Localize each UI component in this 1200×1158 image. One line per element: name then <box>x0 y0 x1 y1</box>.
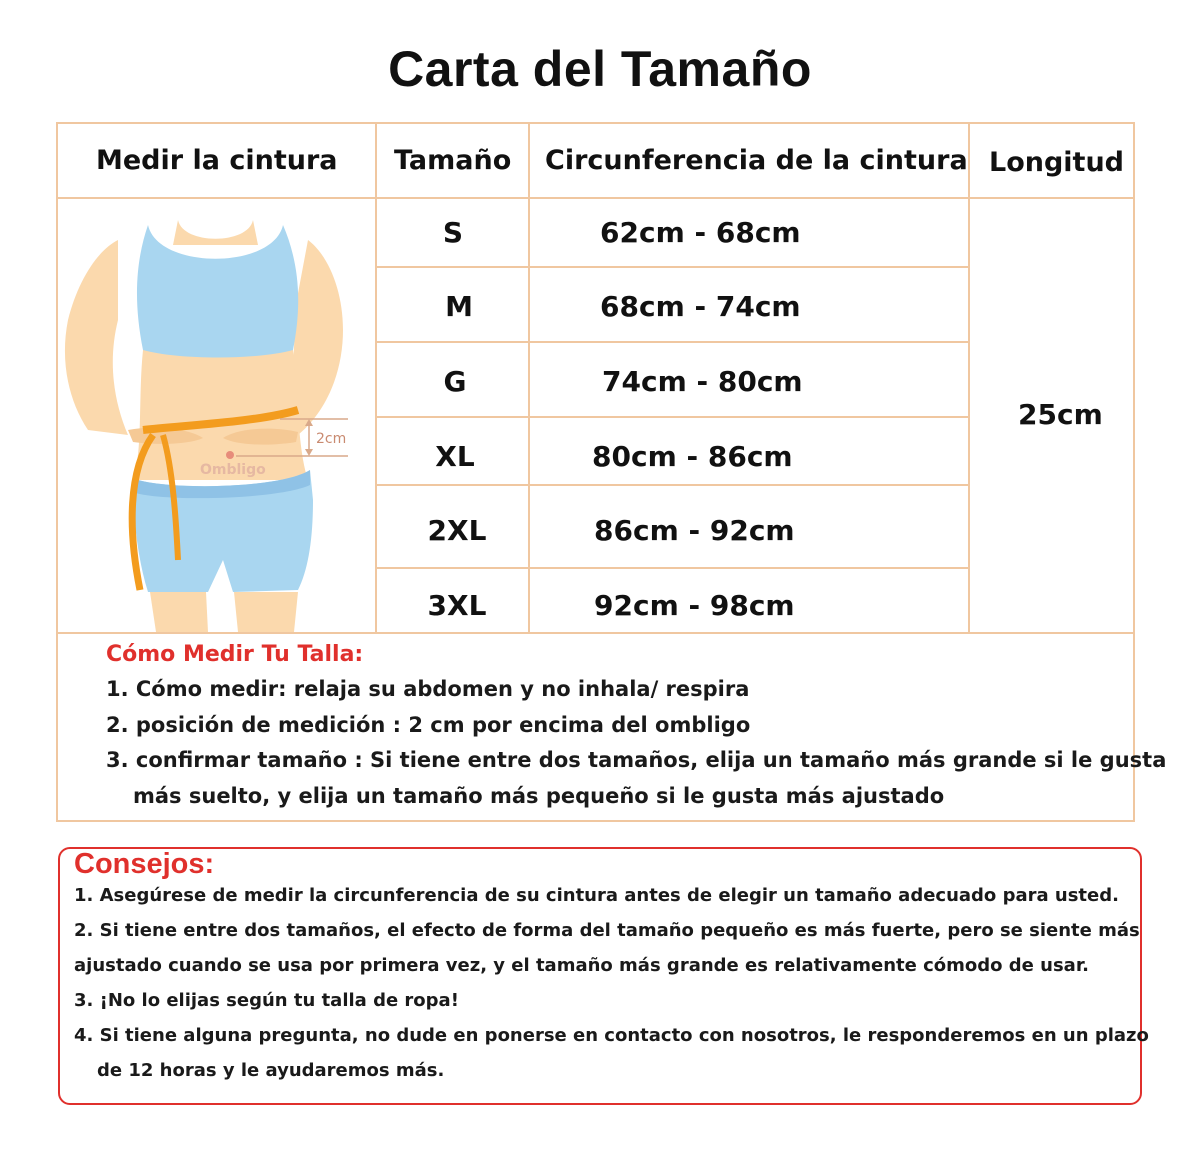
header-circumference: Circunferencia de la cintura <box>545 145 968 176</box>
table-divider <box>375 416 970 418</box>
table-row-size: XL <box>435 440 475 473</box>
table-divider <box>56 632 1135 634</box>
how-to-line: 3. confirmar tamaño : Si tiene entre dos tamaños, elija un tamaño más grande si le gusta <box>106 748 1167 772</box>
tip-line: 3. ¡No lo elijas según tu talla de ropa! <box>74 990 459 1011</box>
table-row-size: M <box>445 290 473 323</box>
table-row-size: 3XL <box>427 589 487 622</box>
waist-measure-illustration <box>58 200 376 632</box>
how-to-line: 1. Cómo medir: relaja su abdomen y no inhala/ respira <box>106 677 750 701</box>
page-title: Carta del Tamaño <box>388 41 812 97</box>
tips-title: Consejos: <box>74 848 215 880</box>
table-row-size: 2XL <box>427 514 487 547</box>
how-to-title: Cómo Medir Tu Talla: <box>106 642 364 667</box>
how-to-line: 2. posición de medición : 2 cm por encima del ombligo <box>106 713 751 737</box>
length-value: 25cm <box>1018 398 1103 431</box>
header-measure: Medir la cintura <box>96 145 338 176</box>
table-row-circumference: 92cm - 98cm <box>594 589 795 622</box>
header-length: Longitud <box>989 147 1125 178</box>
table-row-circumference: 68cm - 74cm <box>600 290 801 323</box>
tip-line: 1. Asegúrese de medir la circunferencia de su cintura antes de elegir un tamaño adecuado para usted. <box>74 885 1119 906</box>
table-row-circumference: 86cm - 92cm <box>594 514 795 547</box>
how-to-line: más suelto, y elija un tamaño más pequeño si le gusta más ajustado <box>133 784 945 808</box>
tip-line: ajustado cuando se usa por primera vez, y el tamaño más grande es relativamente cómodo de usar. <box>74 955 1089 976</box>
tip-line: de 12 horas y le ayudaremos más. <box>97 1060 445 1081</box>
table-divider <box>375 266 970 268</box>
table-divider <box>375 484 970 486</box>
table-divider <box>375 567 970 569</box>
header-size: Tamaño <box>394 145 512 176</box>
tip-line: 2. Si tiene entre dos tamaños, el efecto de forma del tamaño pequeño es más fuerte, pero se siente más <box>74 920 1140 941</box>
table-divider <box>56 197 1135 199</box>
table-row-size: G <box>443 365 467 398</box>
tip-line: 4. Si tiene alguna pregunta, no dude en ponerse en contacto con nosotros, le responderemos en un plazo <box>74 1025 1149 1046</box>
table-row-circumference: 74cm - 80cm <box>602 365 803 398</box>
offset-label: 2cm <box>316 431 347 447</box>
table-row-size: S <box>442 216 464 249</box>
navel-label: Ombligo <box>200 462 266 478</box>
table-row-circumference: 62cm - 68cm <box>600 216 801 249</box>
table-divider <box>375 341 970 343</box>
table-row-circumference: 80cm - 86cm <box>592 440 793 473</box>
